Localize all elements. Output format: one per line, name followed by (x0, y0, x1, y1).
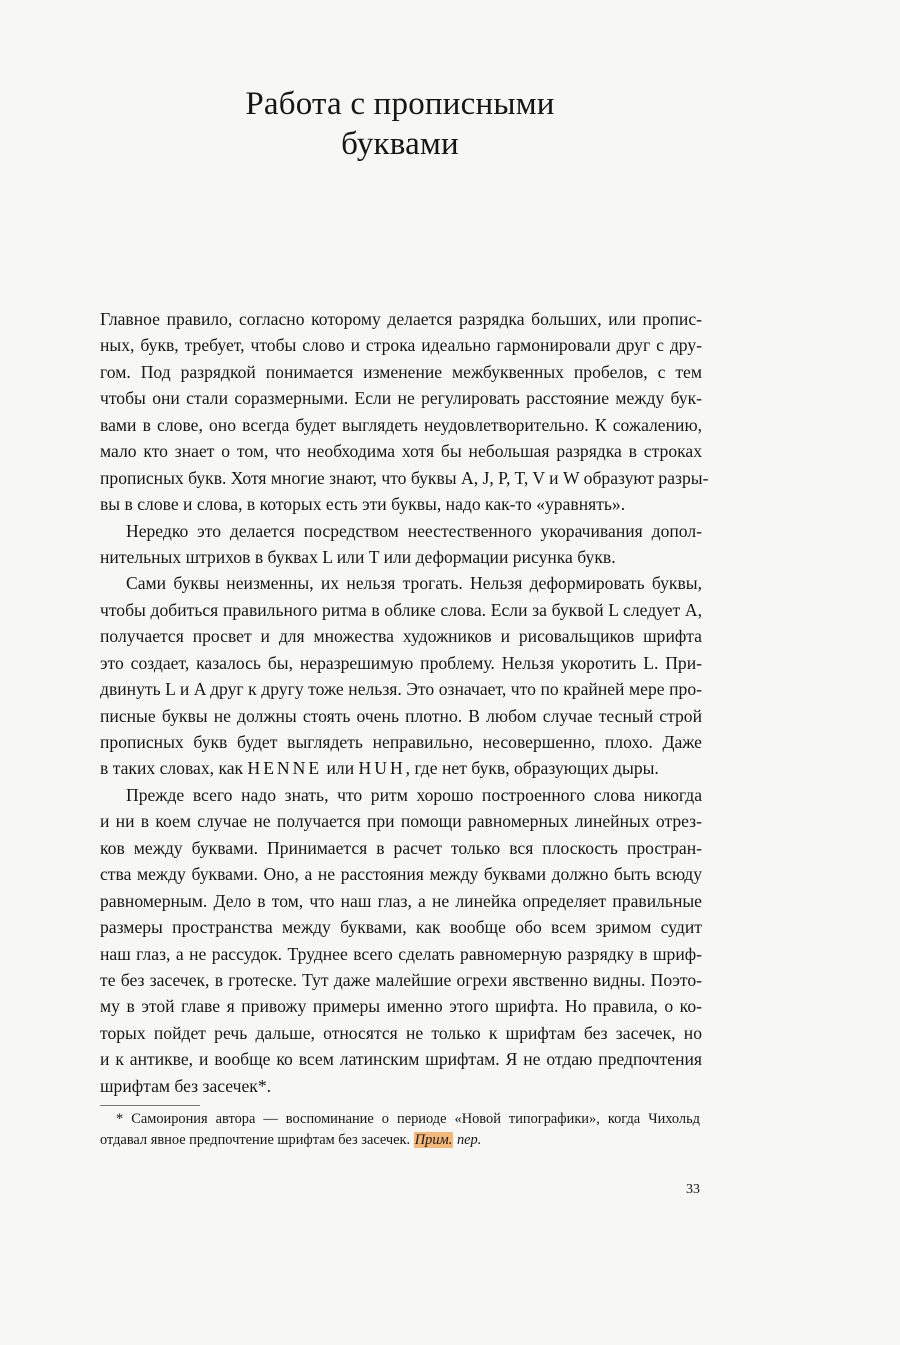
highlighted-note-abbrev[interactable]: Прим. (414, 1132, 453, 1148)
text-line: писные буквы не должны стоять очень плотно. В любом случае тесный строй (100, 705, 702, 726)
text-line: му в этой главе я привожу примеры именно этого шрифта. Но правила, о ко- (100, 996, 702, 1017)
text-line: шрифтам без засечек*. (100, 1075, 272, 1096)
text-line: это создает, казалось бы, неразрешимую проблему. Нельзя укоротить L. При- (100, 652, 702, 673)
text-line: чтобы они стали соразмерными. Если не регулировать расстояние между бук- (100, 388, 702, 409)
text-line: и к антикве, и вообще ко всем латинским шрифтам. Я не отдаю предпочтения (100, 1049, 702, 1070)
note-abbrev: пер. (456, 1132, 482, 1148)
text-line: ства между буквами. Оно, а не расстояния между буквами должно быть всюду (100, 864, 702, 885)
spaced-word-huh: HUH (358, 758, 406, 779)
text-line: Главное правило, согласно которому делается разрядка больших, или пропис- (100, 309, 702, 329)
text-line: ных, букв, требует, чтобы слово и строка идеально гармонировали друг с дру- (100, 335, 702, 356)
spaced-word-henne: HENNE (247, 758, 323, 779)
text-line: те без засечек, в гротеске. Тут даже малейшие огрехи явственно видны. Поэто- (100, 969, 702, 990)
footnote-line (100, 1130, 700, 1151)
footnote (100, 1109, 700, 1151)
chapter-title-line-2: буквами (341, 126, 459, 162)
text-line: и ни в коем случае не получается при помощи равномерных линейных отрез- (100, 811, 702, 832)
text-fragment: в таких словах, как (100, 758, 244, 779)
text-line: нительных штрихов в буквах L или T или деформации рисунка букв. (100, 546, 616, 567)
chapter-title-line-1: Работа с прописными (245, 86, 555, 122)
text-line: наш глаз, а не рассудок. Труднее всего сделать равномерную разрядку в шриф- (100, 943, 702, 964)
text-line: вы в слове и слова, в которых есть эти буквы, надо как-то «уравнять». (100, 494, 626, 515)
body-text (100, 306, 709, 1099)
text-line (100, 755, 702, 781)
footnote-text: отдавал явное предпочтение шрифтам без засечек. (100, 1132, 411, 1148)
text-line: Сами буквы неизменны, их нельзя трогать. Нельзя деформировать буквы, (126, 573, 702, 594)
text-line: равномерным. Дело в том, что наш глаз, а не линейка определяет правильные (100, 890, 702, 911)
text-line: мало кто знает о том, что необходима хотя бы небольшая разрядка в строках (100, 441, 702, 462)
footnote-divider (100, 1105, 200, 1106)
text-line: вами в слове, оно всегда будет выглядеть неудовлетворительно. К сожалению, (100, 414, 702, 435)
text-line: Нередко это делается посредством неестественного укорачивания допол- (126, 520, 702, 541)
text-line: прописных букв будет выглядеть неправильно, несовершенно, плохо. Даже (100, 732, 702, 752)
text-line: Прежде всего надо знать, что ритм хорошо построенного слова никогда (126, 784, 702, 805)
page-number: 33 (686, 1182, 700, 1197)
text-line: ков между буквами. Принимается в расчет только вся плоскость простран- (100, 837, 702, 858)
text-line: торых пойдет речь дальше, относятся не только к шрифтам без засечек, но (100, 1022, 702, 1043)
chapter-title (100, 84, 700, 164)
footnote-line: * Самоирония автора — воспоминание о периоде «Новой типографики», когда Чихольд (116, 1111, 700, 1127)
text-line: гом. Под разрядкой понимается изменение межбуквенных пробелов, с тем (100, 361, 702, 382)
text-fragment: , где нет букв, образующих дыры. (405, 758, 659, 779)
text-line: получается просвет и для множества художников и рисовальщиков шрифта (100, 626, 702, 647)
text-line: прописных букв. Хотя многие знают, что буквы A, J, P, T, V и W образуют разры- (100, 467, 709, 488)
text-line: двинуть L и A друг к другу тоже нельзя. Это означает, что по крайней мере про- (100, 679, 702, 700)
text-line: чтобы добиться правильного ритма в облике слова. Если за буквой L следует A, (100, 599, 702, 620)
text-line: размеры пространства между буквами, как вообще обо всем зримом судит (100, 917, 702, 938)
text-fragment: или (326, 758, 355, 779)
